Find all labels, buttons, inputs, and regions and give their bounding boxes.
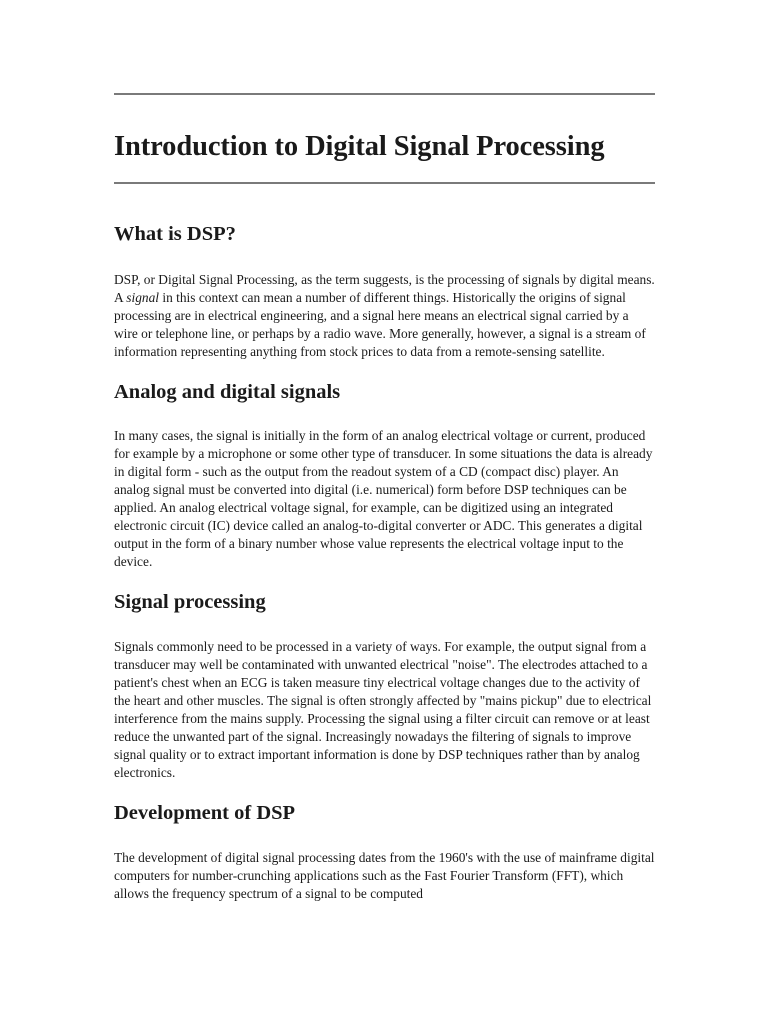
section-heading: Signal processing [114,591,266,614]
title-divider [114,182,655,184]
section-development [114,802,655,903]
section-heading: What is DSP? [114,223,236,246]
section-analog-digital [114,381,655,572]
section-signal-processing [114,591,655,782]
section-heading: Analog and digital signals [114,380,341,403]
section-paragraph: The development of digital signal processing dates from the 1960's with the use of mainframe digital computers for number-crunching applications such as the Fast Fourier Transform (FFT), which allows the frequency spectrum of a signal to be computed [114,849,655,901]
section-heading: Development of DSP [114,801,296,824]
section-paragraph: In many cases, the signal is initially in the form of an analog electrical voltage or current, produced for example by a microphone or some other type of transducer. In some situations the data is already in digital form - such as the output from the readout system of a CD (compact disc) player. An analog signal must be converted into digital (i.e. numerical) form before DSP techniques can be applied. An analog electrical voltage signal, for example, can be digitized using an integrated electronic circuit (IC) device called an analog-to-digital converter or ADC. This generates a digital output in the form of a binary number whose value represents the electrical voltage input to the device. [114,428,653,570]
paragraph-text: DSP, or Digital Signal Processing, as the term suggests, is the processing of signals by digital means. A [114,271,655,305]
emphasized-term: signal [126,289,160,305]
paragraph-text: in this context can mean a number of different things. Historically the origins of signal processing are in electrical engineering, and a signal here means an electrical signal carried by a wire or telephone line, or perhaps by a radio wave. More generally, however, a signal is a stream of information representing anything from stock prices to data from a remote-sensing satellite. [114,289,646,359]
section-what-is-dsp [114,223,655,361]
top-divider [114,93,655,95]
section-paragraph: Signals commonly need to be processed in a variety of ways. For example, the output signal from a transducer may well be contaminated with unwanted electrical "noise". The electrodes attached to a patient's chest when an ECG is taken measure tiny electrical voltage changes due to the activity of the heart and other muscles. The signal is often strongly affected by "mains pickup" due to electrical interference from the mains supply. Processing the signal using a filter circuit can remove or at least reduce the unwanted part of the signal. Increasingly nowadays the filtering of signals to improve signal quality or to extract important information is done by DSP techniques rather than by analog electronics. [114,638,652,780]
document-page [114,0,655,903]
section-paragraph [114,271,655,361]
page-title: Introduction to Digital Signal Processing [114,131,605,162]
